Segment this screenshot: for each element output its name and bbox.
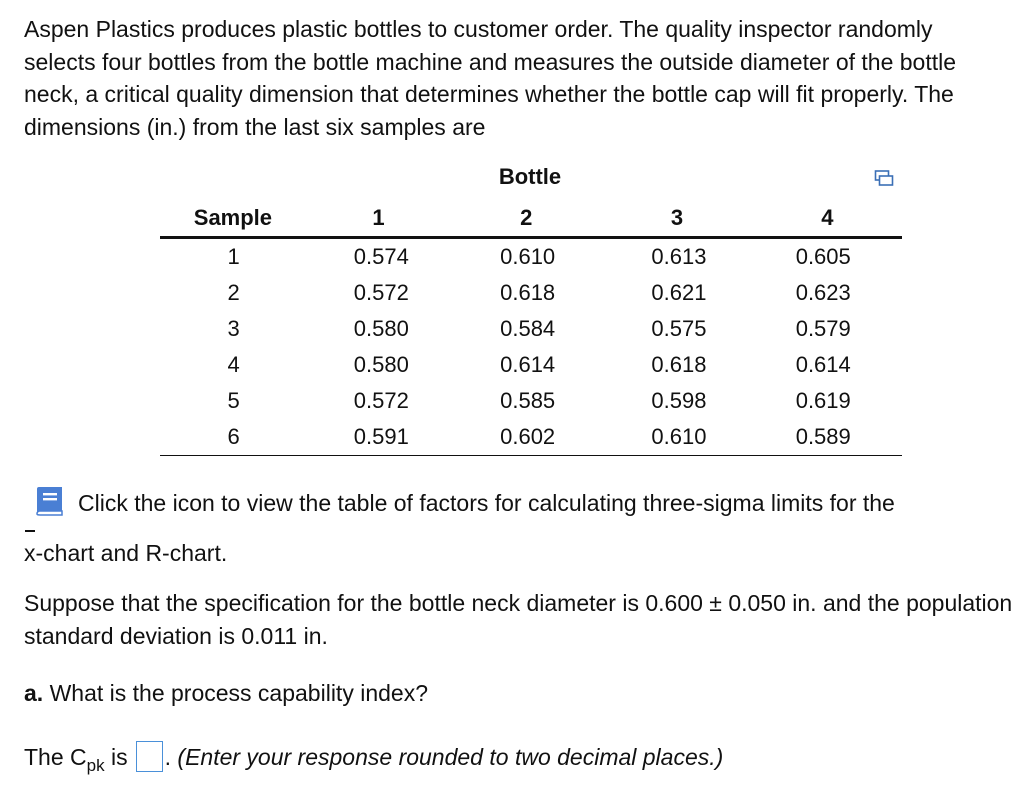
answer-instruction: (Enter your response rounded to two decimal places.) [177,744,724,770]
column-header-bottle-3: 3 [670,205,684,230]
table-cell: 0.575 [651,316,707,341]
table-cell: 0.618 [651,352,707,377]
table-cell: 0.579 [795,316,851,341]
answer-subscript: pk [86,756,105,775]
samples-table [160,200,902,456]
table-cell: 0.610 [651,424,707,449]
table-cell: 0.614 [500,352,556,377]
table-cell: 0.574 [353,244,409,269]
bottle-group-header [160,160,902,194]
table-cell: 0.572 [353,388,409,413]
table-cell: 0.580 [353,316,409,341]
problem-intro: Aspen Plastics produces plastic bottles to customer order. The quality inspector randomly selects four bottles from the bottle machine and measures the outside diameter of the bottle neck, a critical quality dimension that determines whether the bottle cap will fit properly. The dimensions (in.) from the last six samples are [24,16,957,140]
factor-link-text-after: -chart and R-chart. [35,540,228,566]
table-cell: 0.591 [353,424,409,449]
factor-table-link-text [24,478,1014,578]
column-header-bottle-4: 4 [821,205,834,230]
sample-number: 3 [227,316,240,341]
table-cell: 0.623 [795,280,851,305]
specification-text: Suppose that the specification for the bottle neck diameter is 0.600 ± 0.050 in. and the population standard deviation is 0.011 in. [24,590,1013,649]
cpk-answer-input[interactable] [136,741,163,772]
table-cell: 0.585 [500,388,556,413]
sample-number: 5 [227,388,240,413]
table-row [160,311,902,347]
table-row [160,347,902,383]
table-row [160,419,902,456]
book-icon[interactable] [32,485,66,517]
factor-link-text: Click the icon to view the table of factors for calculating three-sigma limits for the [78,490,895,516]
answer-period: . [164,744,172,770]
sample-number: 6 [227,424,240,449]
table-cell: 0.602 [500,424,556,449]
column-header-bottle-1: 1 [372,205,385,230]
table-row [160,238,902,276]
sample-number: 2 [227,280,240,305]
table-cell: 0.605 [795,244,851,269]
sample-number: 4 [227,352,240,377]
x-bar-symbol: x [24,528,36,578]
table-cell: 0.580 [353,352,409,377]
table-cell: 0.584 [500,316,556,341]
table-cell: 0.610 [500,244,556,269]
table-header-row [160,200,902,238]
bottle-header-label: Bottle [498,164,562,189]
table-row [160,383,902,419]
question-text: What is the process capability index? [49,680,428,706]
table-cell: 0.589 [795,424,851,449]
answer-line [24,737,723,786]
sample-number: 1 [227,244,240,269]
table-row [160,275,902,311]
question-a [24,677,428,709]
table-cell: 0.621 [651,280,707,305]
column-header-sample: Sample [193,205,273,230]
table-cell: 0.613 [651,244,707,269]
table-cell: 0.618 [500,280,556,305]
table-cell: 0.614 [795,352,851,377]
answer-is-word: is [111,744,128,770]
table-cell: 0.572 [353,280,409,305]
table-cell: 0.619 [795,388,851,413]
copy-icon[interactable] [874,168,894,188]
table-cell: 0.598 [651,388,707,413]
question-label: a. [24,680,44,706]
column-header-bottle-2: 2 [520,205,533,230]
answer-prefix: The C [24,744,87,770]
